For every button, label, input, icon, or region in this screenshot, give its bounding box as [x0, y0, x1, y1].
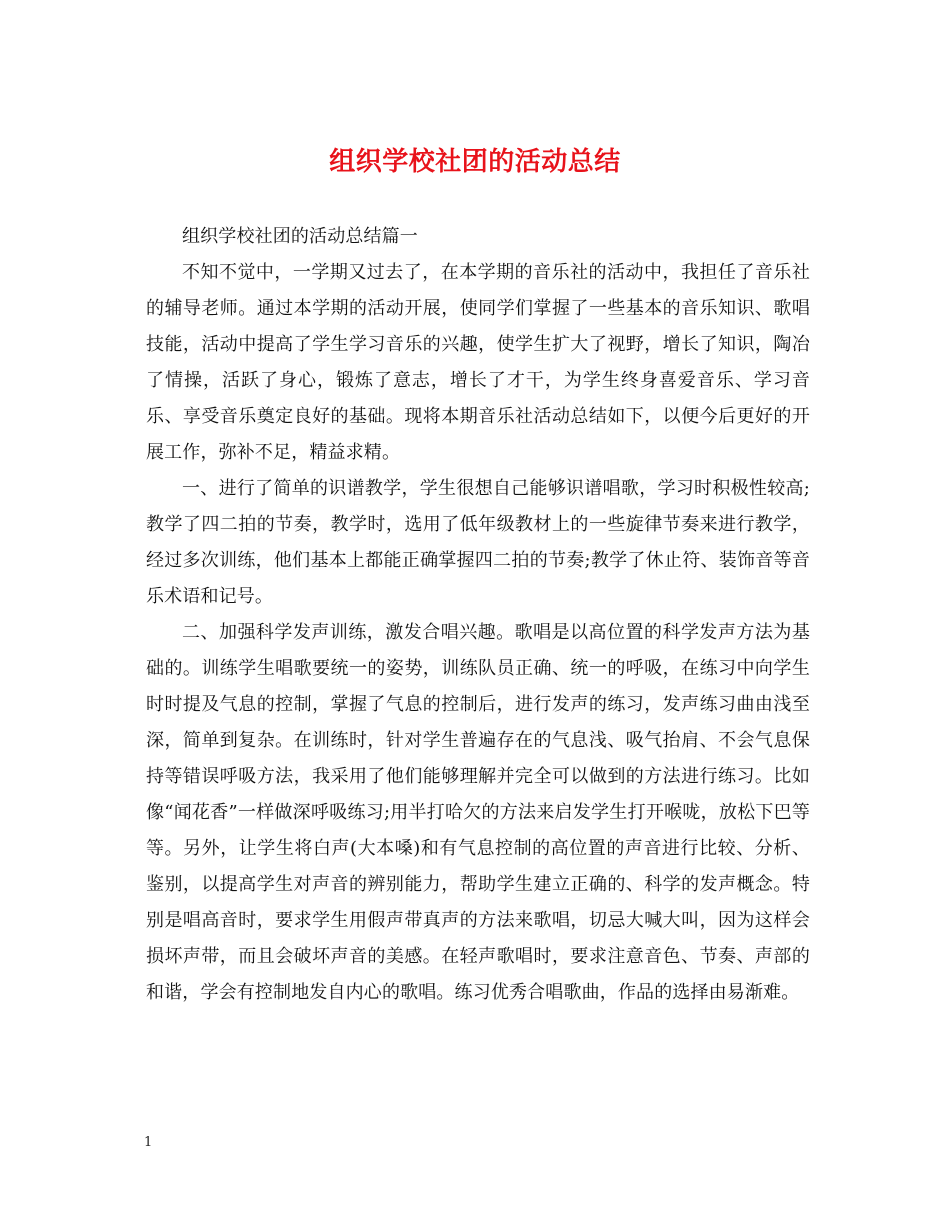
- paragraph-item-one: 一、进行了简单的识谱教学，学生很想自己能够识谱唱歌，学习时积极性较高;教学了四二拍的节奏，教学时，选用了低年级教材上的一些旋律节奏来进行教学，经过多次训练，他们基本上都能正确掌握四二拍的节奏;教学了休止符、装饰音等音乐术语和记号。: [146, 478, 810, 607]
- page-title: 组织学校社团的活动总结: [329, 147, 621, 177]
- section-heading: 组织学校社团的活动总结篇一: [182, 226, 418, 247]
- paragraph-intro: 不知不觉中，一学期又过去了，在本学期的音乐社的活动中，我担任了音乐社的辅导老师。通过本学期的活动开展，使同学们掌握了一些基本的音乐知识、歌唱技能，活动中提高了学生学习音乐的兴趣，使学生扩大了视野，增长了知识，陶冶了情操，活跃了身心，锻炼了意志，增长了才干，为学生终身喜爱音乐、学习音乐、享受音乐奠定良好的基础。现将本期音乐社活动总结如下，以便今后更好的开展工作，弥补不足，精益求精。: [146, 262, 810, 463]
- page-number: 1: [144, 1135, 153, 1150]
- paragraph-item-two: 二、加强科学发声训练，激发合唱兴趣。歌唱是以高位置的科学发声方法为基础的。训练学生唱歌要统一的姿势，训练队员正确、统一的呼吸，在练习中向学生时时提及气息的控制，掌握了气息的控制后，进行发声的练习，发声练习曲由浅至深，简单到复杂。在训练时，针对学生普遍存在的气息浅、吸气抬肩、不会气息保持等错误呼吸方法，我采用了他们能够理解并完全可以做到的方法进行练习。比如像“闻花香”一样做深呼吸练习;用半打哈欠的方法来启发学生打开喉咙，放松下巴等等。另外，让学生将白声(大本嗓)和有气息控制的高位置的声音进行比较、分析、鉴别，以提高学生对声音的辨别能力，帮助学生建立正确的、科学的发声概念。特别是唱高音时，要求学生用假声带真声的方法来歌唱，切忌大喊大叫，因为这样会损坏声带，而且会破坏声音的美感。在轻声歌唱时，要求注意音色、节奏、声部的和谐，学会有控制地发自内心的歌唱。练习优秀合唱歌曲，作品的选择由易渐难。: [146, 622, 810, 1003]
- document-body: [146, 219, 810, 1011]
